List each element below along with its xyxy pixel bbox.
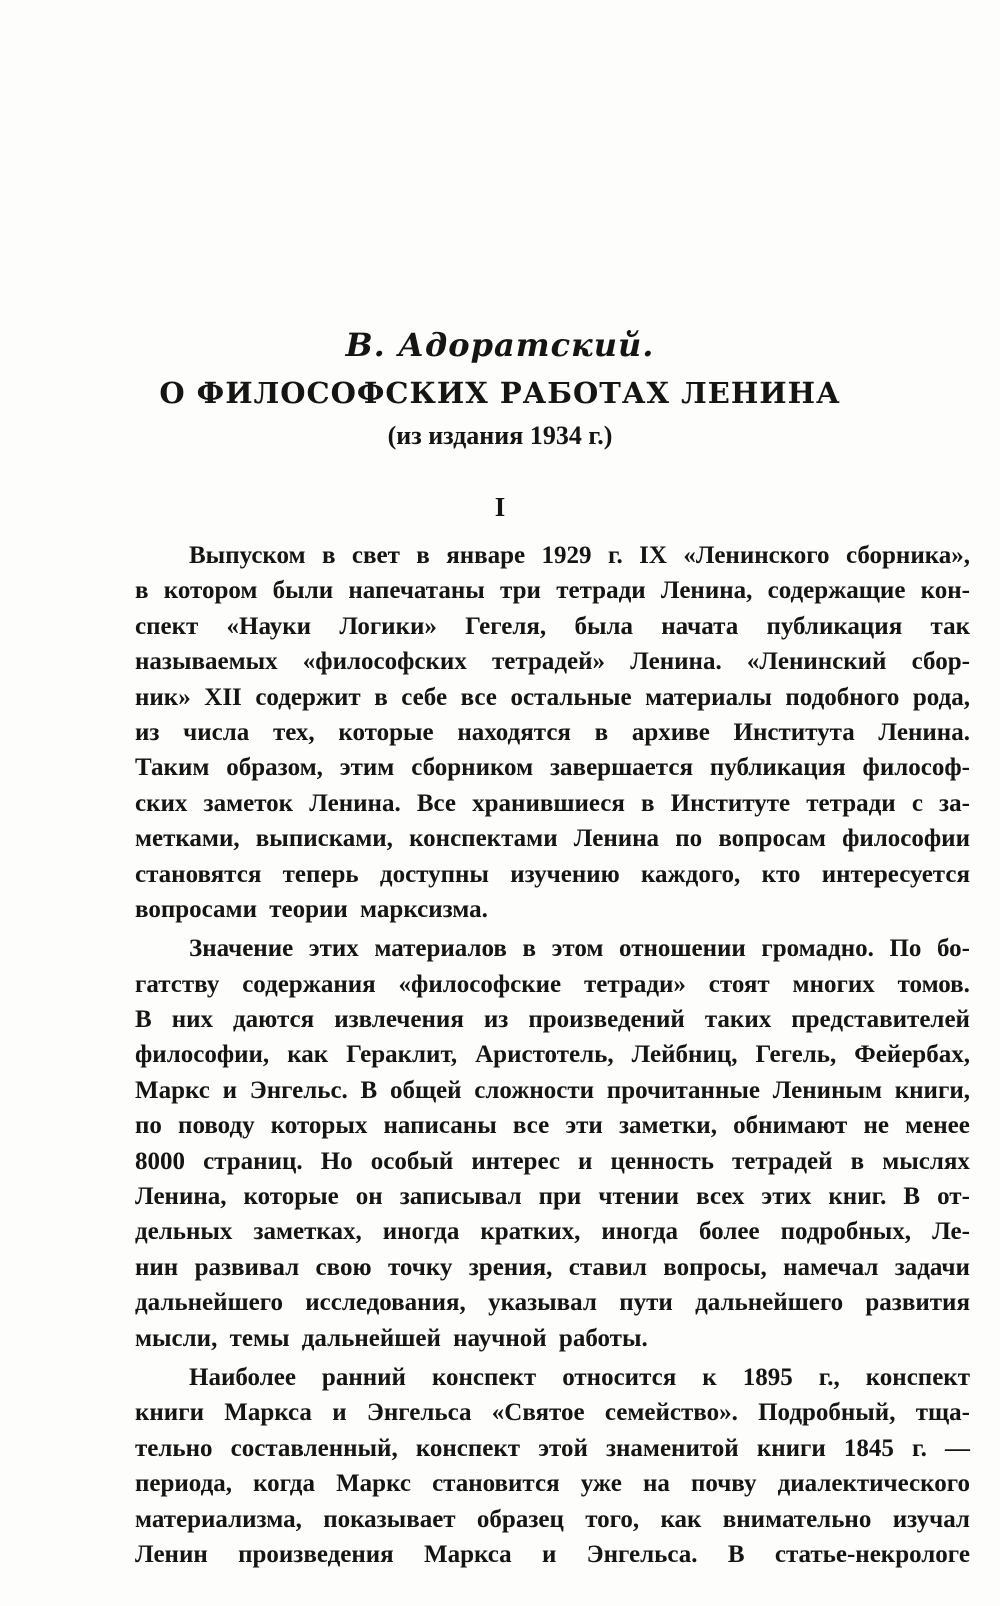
text-line: Таким образом, этим сборником завершается публикация философ- bbox=[135, 754, 970, 782]
text-line: из числа тех, которые находятся в архиве Института Ленина. bbox=[135, 718, 970, 746]
text-line: периода, когда Маркс становится уже на почву диалектического bbox=[135, 1470, 970, 1498]
text-line: Маркс и Энгельс. В общей сложности прочитанные Лениным книги, bbox=[135, 1076, 970, 1104]
text-line: материализма, показывает образец того, как внимательно изучал bbox=[135, 1505, 970, 1533]
text-line: метками, выписками, конспектами Ленина по вопросам философии bbox=[135, 825, 970, 853]
section-number: I bbox=[494, 492, 506, 522]
text-line: В них даются извлечения из произведений таких представителей bbox=[135, 1006, 970, 1034]
text-line: по поводу которых написаны все эти заметки, обнимают не менее bbox=[135, 1112, 970, 1140]
article-body bbox=[135, 538, 970, 1576]
text-line: вопросами теории марксизма. bbox=[135, 895, 488, 923]
text-line: Выпуском в свет в январе 1929 г. IX «Ленинского сборника», bbox=[189, 542, 970, 569]
paragraph bbox=[135, 538, 970, 927]
article-author: В. Адоратский. bbox=[345, 326, 655, 364]
paragraph bbox=[135, 931, 970, 1356]
text-line: Наиболее ранний конспект относится к 1895 г., конспект bbox=[189, 1363, 970, 1391]
text-line: называемых «философских тетрадей» Ленина. «Ленинский сбор- bbox=[135, 648, 970, 676]
text-line: Ленина, которые он записывал при чтении всех этих книг. В от- bbox=[135, 1183, 970, 1211]
text-line: ских заметок Ленина. Все хранившиеся в Институте тетради с за- bbox=[135, 789, 970, 817]
text-line: гатству содержания «философские тетради» стоят многих томов. bbox=[135, 970, 970, 998]
paragraph bbox=[135, 1360, 970, 1572]
text-line: мысли, темы дальнейшей научной работы. bbox=[135, 1324, 648, 1352]
text-line: в котором были напечатаны три тетради Ленина, содержащие кон- bbox=[135, 577, 970, 605]
text-line: спект «Науки Логики» Гегеля, была начата публикация так bbox=[135, 612, 970, 640]
text-line: нин развивал свою точку зрения, ставил вопросы, намечал задачи bbox=[135, 1253, 970, 1281]
text-line: книги Маркса и Энгельса «Святое семейство». Подробный, тща- bbox=[135, 1399, 970, 1427]
text-line: Ленин произведения Маркса и Энгельса. В статье-некрологе bbox=[135, 1540, 970, 1568]
text-line: ник» XII содержит в себе все остальные материалы подобного рода, bbox=[135, 683, 970, 711]
text-line: Значение этих материалов в этом отношении громадно. По бо- bbox=[189, 935, 970, 963]
article-subtitle: (из издания 1934 г.) bbox=[387, 421, 613, 450]
text-line: 8000 страниц. Но особый интерес и ценность тетрадей в мыслях bbox=[135, 1147, 970, 1175]
text-line: тельно составленный, конспект этой знаменитой книги 1845 г. — bbox=[135, 1434, 970, 1462]
text-line: философии, как Гераклит, Аристотель, Лейбниц, Гегель, Фейербах, bbox=[135, 1041, 970, 1069]
text-line: дальнейшего исследования, указывал пути дальнейшего развития bbox=[135, 1289, 970, 1317]
text-line: становятся теперь доступны изучению каждого, кто интересуется bbox=[135, 860, 970, 888]
text-line: дельных заметках, иногда кратких, иногда более подробных, Ле- bbox=[135, 1218, 970, 1246]
article-title: О ФИЛОСОФСКИХ РАБОТАХ ЛЕНИНА bbox=[159, 376, 841, 410]
